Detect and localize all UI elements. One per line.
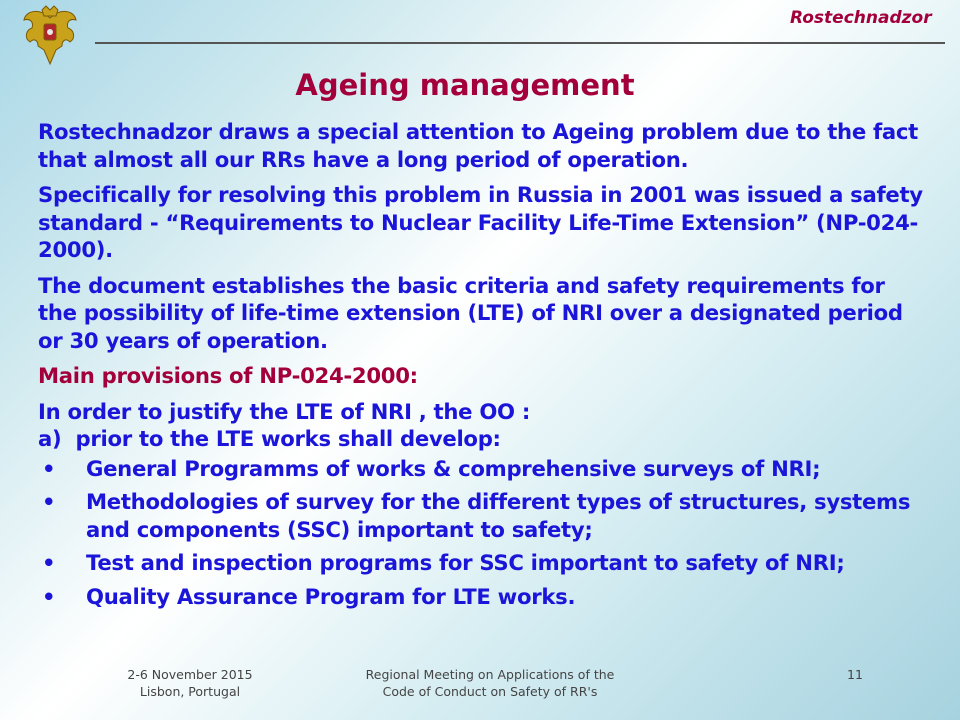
bullet-icon: • xyxy=(42,489,56,514)
coat-of-arms-icon xyxy=(20,4,80,68)
slide-title: Ageing management xyxy=(295,68,635,102)
list-item: • Quality Assurance Program for LTE works. xyxy=(42,583,576,609)
paragraph-justify: In order to justify the LTE of NRI , the OO : xyxy=(38,398,530,424)
slide-body xyxy=(38,118,928,616)
footer-meeting: Regional Meeting on Applications of the Code of Conduct on Safety of RR's xyxy=(365,667,615,699)
bullet-icon: • xyxy=(42,583,56,609)
paragraph-standard: Specifically for resolving this problem in Russia in 2001 was issued a safety standard - “Requirements to Nuclear Facility Life-Time Extension” (NP-024-2000). xyxy=(38,182,923,262)
page-number: 11 xyxy=(847,667,863,682)
bullet-icon: • xyxy=(42,550,56,575)
bullet-icon: • xyxy=(42,455,56,481)
org-name: Rostechnadzor xyxy=(790,8,932,28)
list-item: • Methodologies of survey for the different types of structures, systems and components (SSC) important to safety; xyxy=(42,489,911,542)
paragraph-develop: a) prior to the LTE works shall develop: xyxy=(38,426,501,451)
paragraph-document: The document establishes the basic criteria and safety requirements for the possibility of life-time extension (LTE) of NRI over a designated period or 30 years of operation. xyxy=(38,272,903,353)
list-item: • Test and inspection programs for SSC important to safety of NRI; xyxy=(42,550,845,575)
paragraph-intro: Rostechnadzor draws a special attention to Ageing problem due to the fact that almost all our RRs have a long period of operation. xyxy=(38,119,918,172)
header-divider xyxy=(95,42,945,44)
bullet-list xyxy=(38,455,928,611)
list-item: • General Programms of works & comprehensive surveys of NRI; xyxy=(42,455,821,481)
footer-date-place: 2-6 November 2015 Lisbon, Portugal xyxy=(127,667,253,699)
paragraph-provisions-heading: Main provisions of NP-024-2000: xyxy=(38,363,418,388)
